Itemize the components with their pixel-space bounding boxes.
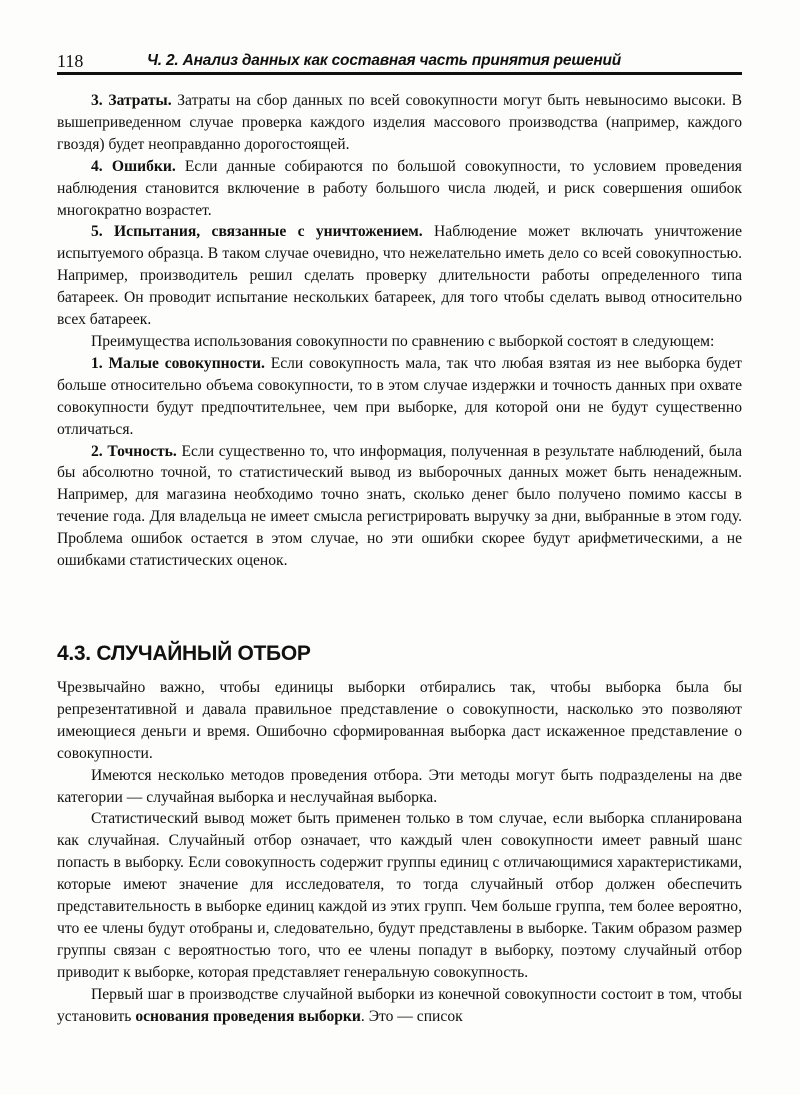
page-header <box>57 50 742 74</box>
text-block-top <box>57 90 742 572</box>
paragraph-text: Первый шаг в производстве случайной выборки из конечной совокупности состоит в том, чтобы установить <box>57 985 742 1025</box>
section-paragraph: Чрезвычайно важно, чтобы единицы выборки отбирались так, чтобы выборка была бы репрезентативной и давала правильное представление о совокупности, насколько это позволяют имеющиеся деньги и время. Ошибочно сформированная выборка даст искаженное представление о совокупности. <box>57 679 742 762</box>
paragraph-text: Если данные собираются по большой совокупности, то условием проведения наблюдения становится включение в работу большого числа людей, и риск совершения ошибок многократно возрастет. <box>57 157 742 219</box>
section-paragraph: Статистический вывод может быть применен только в том случае, если выборка спланирована как случайная. Случайный отбор означает, что каждый член совокупности имеет равный шанс попасть в выборку. Если совокупность содержит группы единиц с отличающимися характеристиками, которые имеют значение для исследователя, то тогда случайный отбор должен обеспечить представительность в выборке единиц каждой из этих групп. Чем больше группа, тем более вероятно, что ее члены будут отобраны и, следовательно, будут представлены в выборке. Таким образом размер группы связан с вероятностью того, что ее члены попадут в выборку, поэтому случайный отбор приводит к выборке, которая представляет генеральную совокупность. <box>57 810 742 981</box>
page-number: 118 <box>57 51 84 71</box>
paragraph-lead: 1. Малые совокупности. <box>91 354 265 372</box>
paragraph-text: Если совокупность мала, так что любая взятая из нее выборка будет больше относительно объема совокупности, то в этом случае издержки и точность данных при охвате совокупности будут предпочтительнее, чем при выборке, для которой они не будут существенно отличаться. <box>57 354 742 438</box>
paragraph-lead: 4. Ошибки. <box>91 157 176 175</box>
section-heading: 4.3. СЛУЧАЙНЫЙ ОТБОР <box>57 642 311 665</box>
paragraph-lead: 5. Испытания, связанные с уничтожением. <box>91 223 423 241</box>
paragraph-text: Если существенно то, что информация, полученная в результате наблюдений, была бы абсолютно точной, то статистический вывод из выборочных данных может быть ненадежным. Например, для магазина необходимо точно знать, сколько денег было получено помимо кассы в течение года. Для владельца не имеет смысла регистрировать выручку за дни, выбранные в этом году. Проблема ошибок остается в этом случае, но эти ошибки скорее будут арифметическими, а не ошибками статистических оценок. <box>57 442 742 570</box>
section-paragraph-last <box>57 984 742 1028</box>
paragraph-lead: 3. Затраты. <box>91 92 172 109</box>
paragraph-text: Преимущества использования совокупности по сравнению с выборкой состоят в следующем: <box>91 332 715 350</box>
paragraph-text-tail: . Это — список <box>360 1007 463 1025</box>
paragraph-advantages-intro <box>57 331 742 353</box>
paragraph-destructive-tests <box>57 221 742 331</box>
paragraph-text: Затраты на сбор данных по всей совокупности могут быть невыносимо высоки. В вышеприведенном случае проверка каждого изделия массового производства (например, каждого гвоздя) будет неоправданно дорогостоящей. <box>57 92 742 153</box>
paragraph-errors <box>57 156 742 222</box>
running-title: Ч. 2. Анализ данных как составная часть принятия решений <box>147 52 622 69</box>
paragraph-bold-term: основания проведения выборки <box>135 1007 361 1025</box>
header-rule <box>57 72 742 75</box>
paragraph-accuracy <box>57 441 742 572</box>
paragraph-costs <box>57 90 742 156</box>
section-paragraph: Имеются несколько методов проведения отбора. Эти методы могут быть подразделены на две категории — случайная выборка и неслучайная выборка. <box>57 766 742 806</box>
paragraph-text: Наблюдение может включать уничтожение испытуемого образца. В таком случае очевидно, что нежелательно иметь дело со всей совокупностью. Например, производитель решил сделать проверку длительности работы определенного типа батареек. Он проводит испытание нескольких батареек, для того чтобы сделать вывод относительно всех батареек. <box>57 223 742 329</box>
paragraph-small-populations <box>57 353 742 441</box>
text-block-section <box>57 677 742 1028</box>
paragraph-lead: 2. Точность. <box>91 442 177 460</box>
